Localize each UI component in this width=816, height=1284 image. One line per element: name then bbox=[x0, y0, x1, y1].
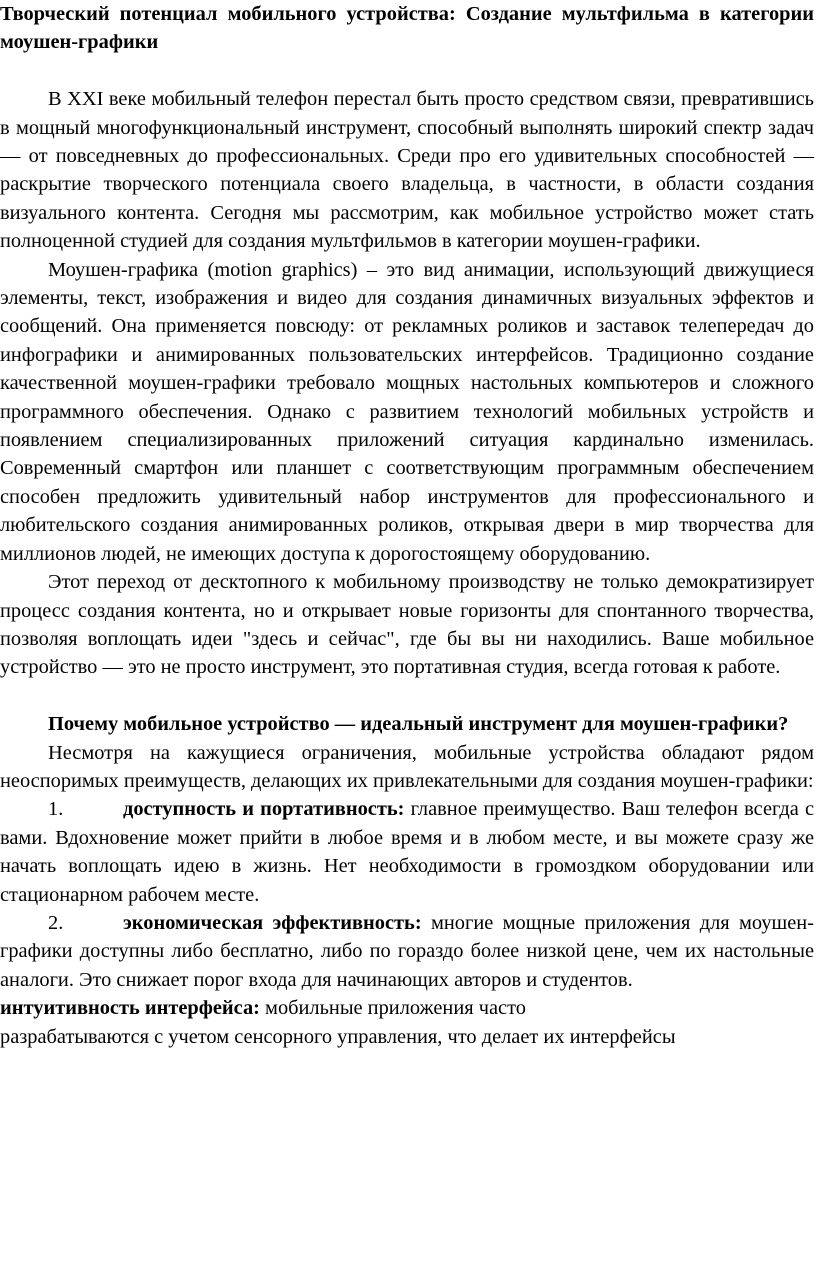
list-term: интуитивность интерфейса: bbox=[0, 997, 260, 1020]
list-item-2 bbox=[0, 909, 814, 994]
paragraph-transition: Этот переход от десктопного к мобильному производству не только демократизирует процесс создания контента, но и открывает новые горизонты для спонтанного творчества, позволяя воплощать идеи "здесь и сейчас", где бы вы ни находились. Ваше мобильное устройство — это не просто инструмент, это портативная студия, всегда готовая к работе. bbox=[0, 571, 814, 679]
list-item-1 bbox=[0, 795, 814, 909]
list-text: многие мощные приложения для моушен-графики доступны либо бесплатно, либо по гораздо более низкой цене, чем их настольные аналоги. Это снижает порог входа для начинающих авторов и студентов. bbox=[0, 911, 814, 991]
section-intro: Несмотря на кажущиеся ограничения, мобильные устройства обладают рядом неоспоримых преимуществ, делающих их привлекательными для создания моушен-графики: bbox=[0, 741, 814, 792]
document-title: Творческий потенциал мобильного устройства: Создание мультфильма в категории моушен-графики bbox=[0, 3, 814, 54]
blank-line bbox=[0, 57, 814, 85]
section-heading: Почему мобильное устройство — идеальный инструмент для моушен-графики? bbox=[48, 713, 789, 736]
list-number: 2. bbox=[48, 911, 64, 934]
blank-line bbox=[0, 682, 814, 710]
list-term: доступность и портативность: bbox=[123, 798, 405, 821]
list-item-3-continuation: разрабатываются с учетом сенсорного управления, что делает их интерфейсы bbox=[0, 1025, 676, 1048]
paragraph-motion-graphics: Моушен-графика (motion graphics) – это вид анимации, использующий движущиеся элементы, текст, изображения и видео для создания динамичных визуальных эффектов и сообщений. Она применяется повсюду: от рекламных роликов и заставок телепередач до инфографики и анимированных пользовательских интерфейсов. Традиционно создание качественной моушен-графики требовало мощных настольных компьютеров и сложного программного обеспечения. Однако с развитием технологий мобильных устройств и появлением специализированных приложений ситуация кардинально изменилась. Современный смартфон или планшет с соответствующим программным обеспечением способен предложить удивительный набор инструментов для профессионального и любительского создания анимированных роликов, открывая двери в мир творчества для миллионов людей, не имеющих доступа к дорогостоящему оборудованию. bbox=[0, 258, 814, 565]
list-term: экономическая эффективность: bbox=[123, 911, 422, 934]
list-number: 1. bbox=[48, 798, 64, 821]
list-text: мобильные приложения часто bbox=[259, 997, 526, 1020]
list-text: главное преимущество. Ваш телефон всегда с вами. Вдохновение может прийти в любое время и в любом месте, и вы можете сразу же начать воплощать идею в жизнь. Нет необходимости в громоздком оборудовании или стационарном рабочем месте. bbox=[0, 798, 814, 906]
paragraph-intro: В XXI веке мобильный телефон перестал быть просто средством связи, превратившись в мощный многофункциональный инструмент, способный выполнять широкий спектр задач — от повседневных до профессиональных. Среди про его удивительных способностей — раскрытие творческого потенциала своего владельца, в частности, в области создания визуального контента. Сегодня мы рассмотрим, как мобильное устройство может стать полноценной студией для создания мультфильмов в категории моушен-графики. bbox=[0, 88, 814, 253]
list-item-3 bbox=[0, 994, 814, 1022]
